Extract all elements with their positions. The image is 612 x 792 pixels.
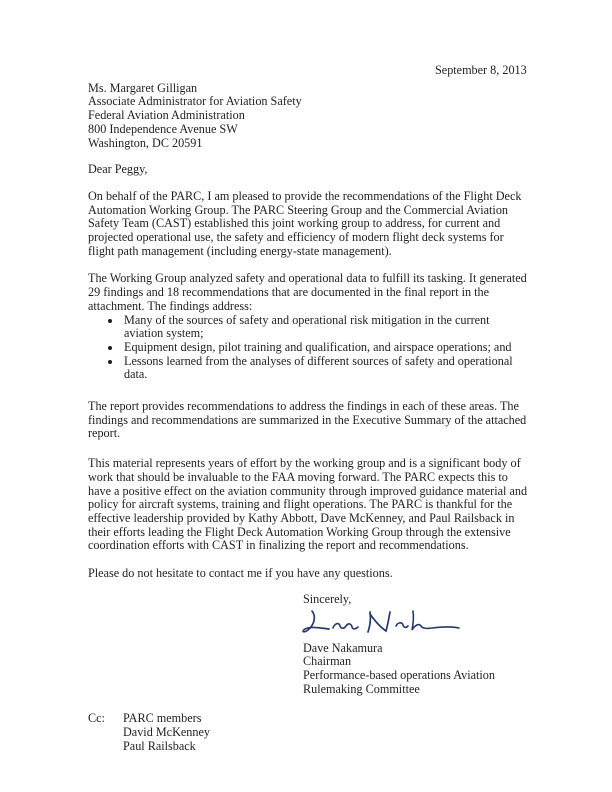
signatory-name: Dave Nakamura xyxy=(303,640,383,655)
signature-stroke-n xyxy=(368,612,390,632)
signature-stroke-d xyxy=(303,611,329,632)
paragraph-findings-intro: The Working Group analyzed safety and operational data to fulfill its tasking. It generated 29 findings and 18 recommendations that are documented in the final report in the attachment. The findings address: xyxy=(88,271,527,313)
recipient-street: 800 Independence Avenue SW xyxy=(88,121,238,136)
cc-name-mckenney: David McKenney xyxy=(123,725,210,740)
finding-item-lessons: • Lessons learned from the analyses of different sources of safety and operational data. xyxy=(122,355,528,382)
finding-item-sources: • Many of the sources of safety and operational risk mitigation in the current aviation system; xyxy=(122,314,528,341)
signatory-org-line1: Performance-based operations Aviation xyxy=(303,667,495,682)
paragraph-intro: On behalf of the PARC, I am pleased to provide the recommendations of the Flight Deck Automation Working Group. The PARC Steering Group and the Commercial Aviation Safety Team (CAST) established this joint working group to address, for current and projected operational use, the safety and efficiency of modern flight deck systems for flight path management (including energy-state management). xyxy=(88,188,522,258)
cc-name-railsback: Paul Railsback xyxy=(123,738,196,753)
paragraph-acknowledgment: This material represents years of effort by the working group and is a significant body of work that should be invaluable to the FAA moving forward. The PARC expects this to have a positive effect on the aviation community through improved guidance material and policy for aircraft systems, training and flight operations. The PARC is thankful for the effective leadership provided by Kathy Abbott, Dave McKenney, and Paul Railsback in their efforts leading the Flight Deck Automation Working Group through the extensive coordination efforts with CAST in finalizing the report and recommendations. xyxy=(88,456,528,553)
signatory-org-line2: Rulemaking Committee xyxy=(303,681,420,696)
letter-date: September 8, 2013 xyxy=(435,63,527,77)
cc-name-parc: PARC members xyxy=(123,711,202,726)
findings-list xyxy=(88,314,528,383)
signature-stroke-a xyxy=(396,622,408,627)
signatory-title: Chairman xyxy=(303,654,352,669)
signature-block xyxy=(303,593,528,697)
signatory-identity xyxy=(303,642,528,697)
signature-stroke-k-tail xyxy=(412,611,459,630)
finding-item-equipment: • Equipment design, pilot training and qualification, and airspace operations; and xyxy=(122,341,528,355)
paragraph-report-summary: The report provides recommendations to address the findings in each of these areas. The findings and recommendations are summarized in the Executive Summary of the attached report. xyxy=(88,399,527,441)
cc-names xyxy=(123,712,210,753)
recipient-agency: Federal Aviation Administration xyxy=(88,108,245,123)
recipient-name: Ms. Margaret Gilligan xyxy=(88,80,198,95)
handwritten-signature xyxy=(299,608,461,640)
signature-stroke-ave xyxy=(333,623,358,628)
cc-label: Cc: xyxy=(88,711,105,726)
recipient-address-block xyxy=(88,82,528,151)
paragraph-contact: Please do not hesitate to contact me if you have any questions. xyxy=(88,566,393,581)
recipient-title: Associate Administrator for Aviation Safety xyxy=(88,94,302,109)
valediction: Sincerely, xyxy=(303,591,352,606)
cc-block xyxy=(88,712,528,753)
salutation: Dear Peggy, xyxy=(88,162,148,177)
recipient-city: Washington, DC 20591 xyxy=(88,135,203,150)
